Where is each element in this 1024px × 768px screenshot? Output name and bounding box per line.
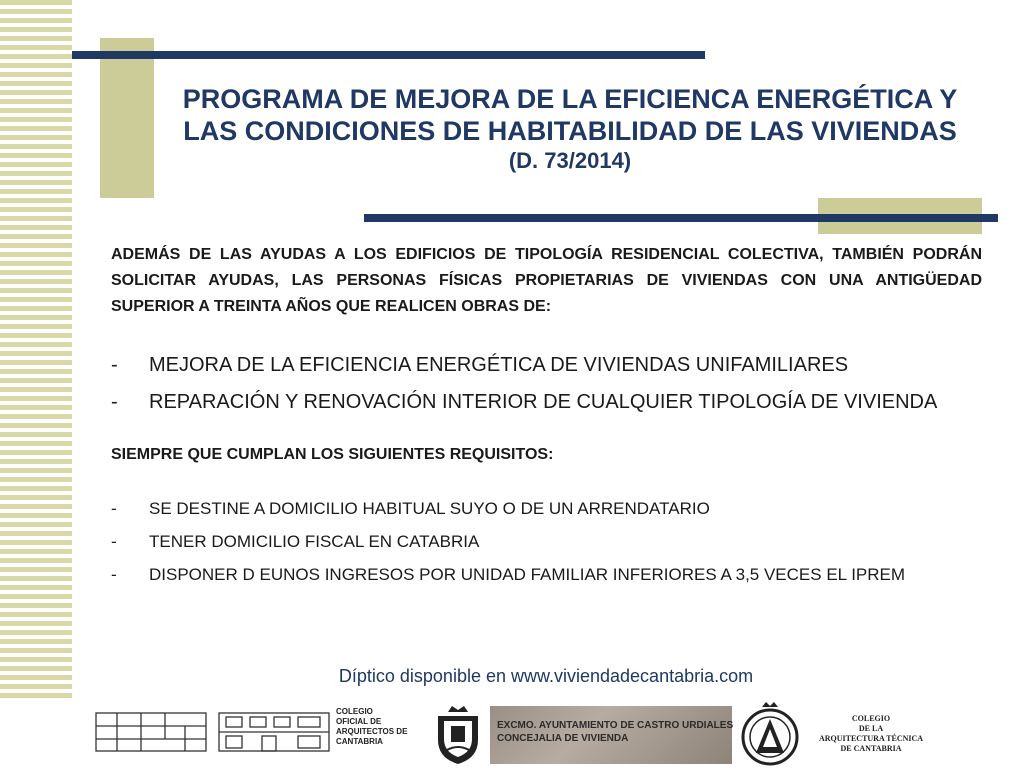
list-item — [111, 384, 937, 421]
requirement-text: DISPONER D EUNOS INGRESOS POR UNIDAD FAMILIAR INFERIORES A 3,5 VECES EL IPREM — [149, 565, 906, 584]
castro-shield-icon — [432, 704, 484, 766]
diptych-note — [0, 666, 1024, 687]
title-line-2: LAS CONDICIONES DE HABITABILIDAD DE LAS VIVIENDAS — [183, 116, 957, 146]
arquitectura-tecnica-logo-text — [816, 714, 926, 754]
works-list — [111, 347, 937, 421]
decorative-stripes — [0, 0, 72, 700]
apar-line: DE CANTABRIA — [840, 744, 902, 753]
list-item — [111, 347, 937, 384]
coa-line: COLEGIO — [336, 707, 373, 716]
list-item — [111, 558, 905, 591]
coa-line: ARQUITECTOS DE — [336, 727, 408, 736]
ayto-line: CONCEJALIA DE VIVIENDA — [497, 733, 629, 744]
title-bottom-rule — [364, 214, 998, 222]
requirement-text: SE DESTINE A DOMICILIO HABITUAL SUYO O DE UN ARRENDATARIO — [149, 499, 710, 518]
bullet-dash: - — [111, 354, 118, 376]
bullet-dash: - — [111, 532, 117, 551]
title-top-rule — [72, 51, 705, 59]
apar-line: ARQUITECTURA TÉCNICA — [818, 734, 924, 743]
apar-line: COLEGIO — [851, 714, 891, 723]
apar-line: DE LA — [858, 724, 884, 733]
slide-title — [120, 83, 1020, 175]
title-line-1: PROGRAMA DE MEJORA DE LA EFICIENCA ENERGÉTICA Y — [182, 84, 958, 114]
building-plan-icon — [95, 712, 207, 752]
bullet-dash: - — [111, 391, 118, 413]
coa-cantabria-logo-text — [336, 707, 426, 747]
bullet-dash: - — [111, 499, 117, 518]
intro-paragraph: ADEMÁS DE LAS AYUDAS A LOS EDIFICIOS DE TIPOLOGÍA RESIDENCIAL COLECTIVA, TAMBIÉN PODRÁN SOLICITAR AYUDAS, LAS PERSONAS FÍSICAS PROPIETARIAS DE VIVIENDAS CON UNA ANTIGÜEDAD SUPERIOR A TREINTA AÑOS QUE REALICEN OBRAS DE: — [111, 246, 982, 315]
list-item — [111, 492, 905, 525]
ayto-line: EXCMO. AYUNTAMIENTO DE CASTRO URDIALES — [497, 720, 734, 731]
coa-line: CANTABRIA — [336, 737, 383, 746]
requirements-list — [111, 492, 905, 591]
castro-urdiales-logo-text — [497, 719, 733, 745]
list-item — [111, 525, 905, 558]
diptych-label: Díptico disponible en — [338, 666, 506, 686]
requirements-heading: SIEMPRE QUE CUMPLAN LOS SIGUIENTES REQUISITOS: — [111, 446, 554, 463]
building-elevation-icon — [218, 712, 330, 752]
website-link[interactable]: www.viviendadecantabria.com — [510, 666, 754, 686]
coa-line: OFICIAL DE — [336, 717, 382, 726]
bullet-dash: - — [111, 565, 117, 584]
work-item-text: MEJORA DE LA EFICIENCIA ENERGÉTICA DE VIVIENDAS UNIFAMILIARES — [149, 354, 849, 376]
requirement-text: TENER DOMICILIO FISCAL EN CATABRIA — [149, 532, 480, 551]
work-item-text: REPARACIÓN Y RENOVACIÓN INTERIOR DE CUALQUIER TIPOLOGÍA DE VIVIENDA — [149, 391, 938, 413]
compass-emblem-icon — [738, 701, 802, 767]
decree-reference: (D. 73/2014) — [508, 148, 632, 173]
